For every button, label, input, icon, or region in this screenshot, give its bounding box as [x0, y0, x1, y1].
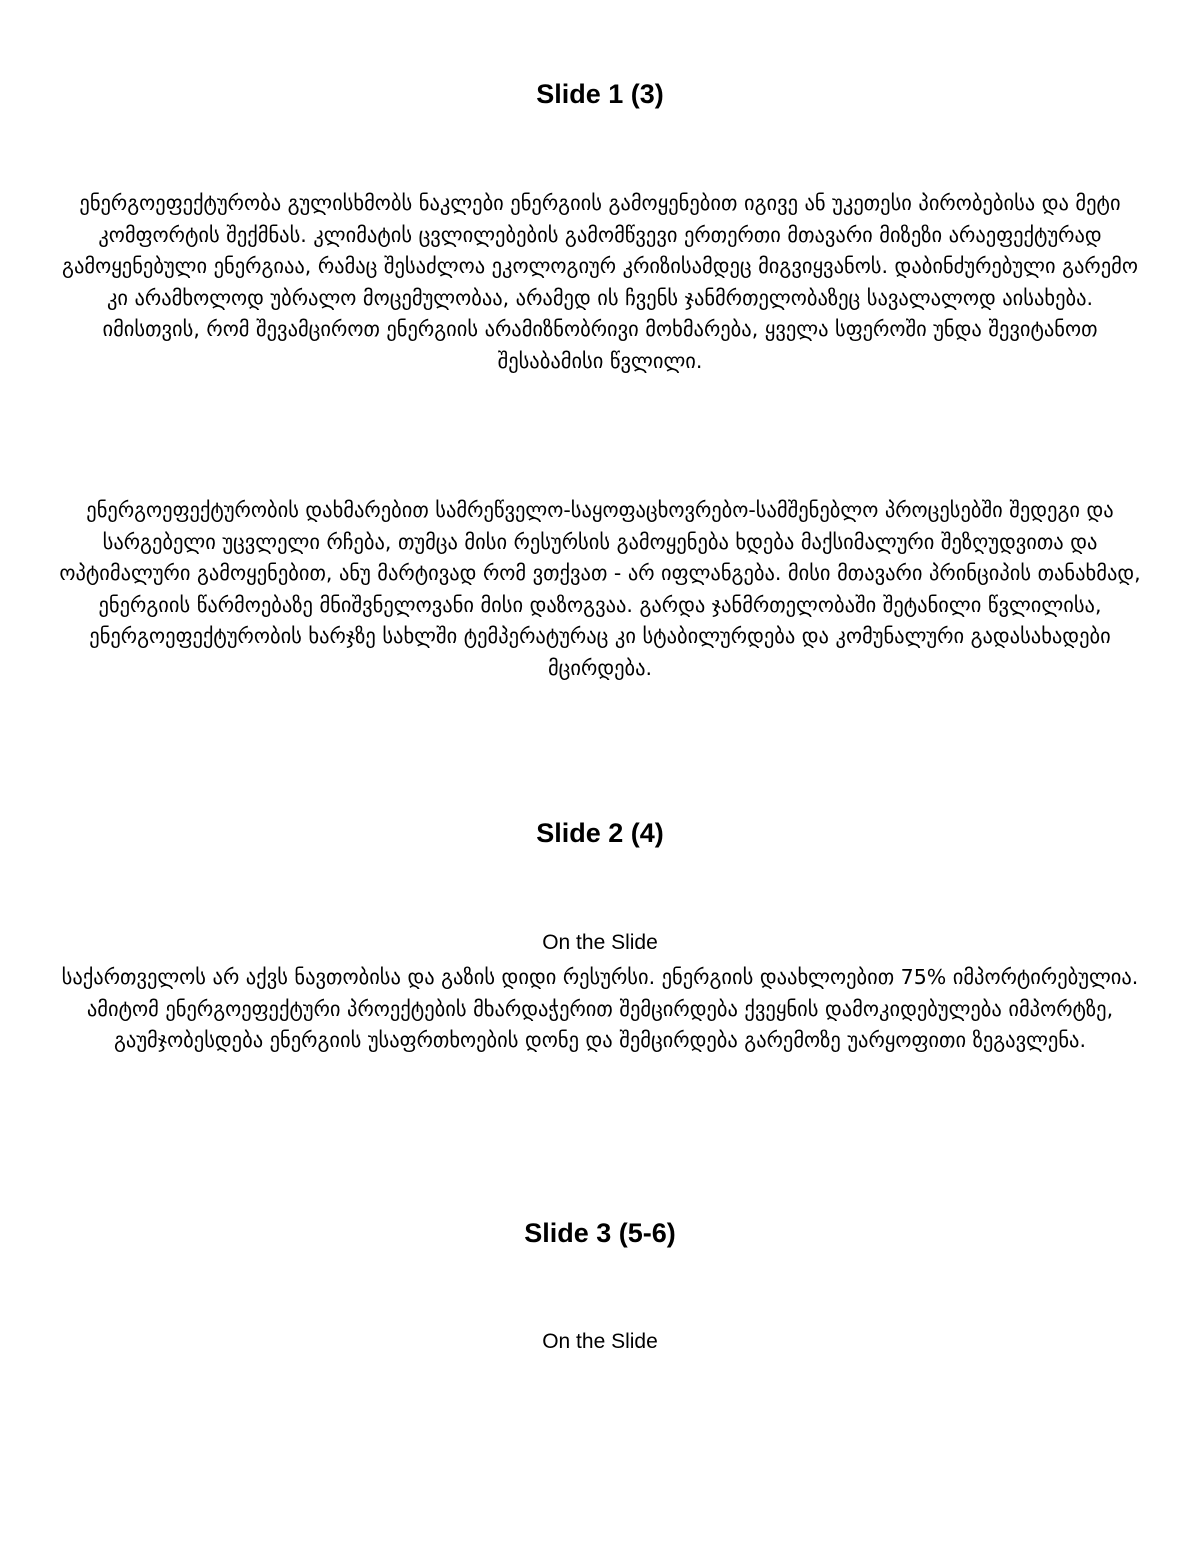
slide-2-paragraph: საქართველოს არ აქვს ნავთობისა და გაზის დიდი რესურსი. ენერგიის დაახლოებით 75% იმპორტირებულია. ამიტომ ენერგოეფექტური პროექტების მხარდაჭერით შემცირდება ქვეყნის დამოკიდებულება იმპორტზე, გაუმჯობესდება ენერგიის უსაფრთხოების დონე და შემცირდება გარემოზე უარყოფითი ზეგავლენა.	[61, 965, 1139, 1052]
slide-3-on-the-slide-label: On the Slide	[542, 1330, 658, 1353]
slide-1-heading: Slide 1 (3)	[536, 79, 664, 109]
slide-2-on-the-slide-label: On the Slide	[542, 931, 658, 954]
slide-1-paragraph-2: ენერგოეფექტურობის დახმარებით სამრეწველო-საყოფაცხოვრებო-სამშენებლო პროცესებში შედეგი და სარგებელი უცვლელი რჩება, თუმცა მისი რესურსის გამოყენება ხდება მაქსიმალური შეზღუდვითა და ოპტიმალური გამოყენებით, ანუ მარტივად რომ ვთქვათ - არ იფლანგება. მისი მთავარი პრინციპის თანახმად, ენერგიის წარმოებაზე მნიშვნელოვანი მისი დაზოგვაა. გარდა ჯანმრთელობაში შეტანილი წვლილისა, ენერგოეფექტურობის ხარჯზე სახლში ტემპერატურაც კი სტაბილურდება და კომუნალური გადასახადები მცირდება.	[59, 498, 1141, 680]
slide-1-paragraph-1: ენერგოეფექტურობა გულისხმობს ნაკლები ენერგიის გამოყენებით იგივე ან უკეთესი პირობებისა და მეტი კომფორტის შექმნას. კლიმატის ცვლილებების გამომწვევი ერთერთი მთავარი მიზეზი არაეფექტურად გამოყენებული ენერგიაა, რამაც შესაძლოა ეკოლოგიურ კრიზისამდეც მიგვიყვანოს. დაბინძურებული გარემო კი არამხოლოდ უბრალო მოცემულობაა, არამედ ის ჩვენს ჯანმრთელობაზეც სავალალოდ აისახება. იმისთვის, რომ შევამციროთ ენერგიის არამიზნობრივი მოხმარება, ყველა სფეროში უნდა შევიტანოთ შესაბამისი წვლილი.	[62, 191, 1138, 373]
slide-2-heading: Slide 2 (4)	[536, 818, 664, 848]
slide-3-heading: Slide 3 (5-6)	[524, 1218, 676, 1248]
